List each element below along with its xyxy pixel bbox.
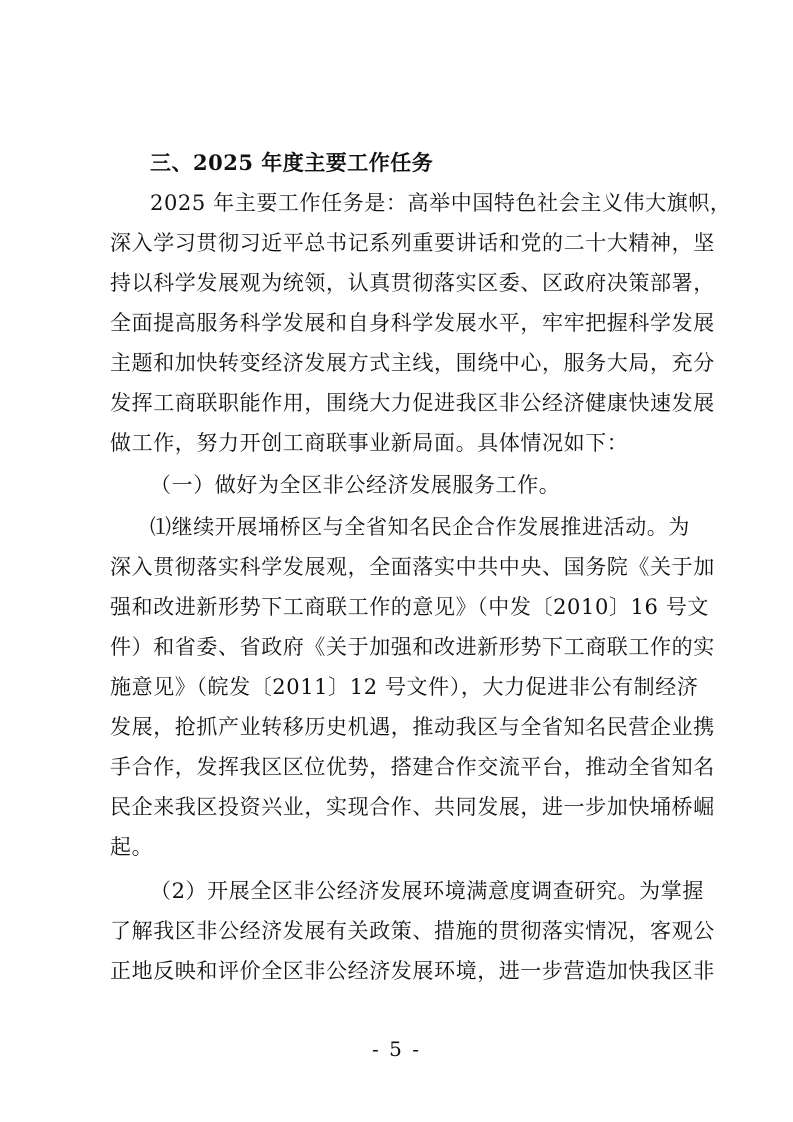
paragraph-line: 2025 年主要工作任务是：高举中国特色社会主义伟大旗帜， (150, 191, 732, 215)
paragraph-line: 发展，抢抓产业转移历史机遇，推动我区与全省知名民营企业携 (110, 715, 715, 739)
paragraph-line: 发挥工商联职能作用，围绕大力促进我区非公经济健康快速发展 (110, 391, 715, 415)
paragraph-line: 件）和省委、省政府《关于加强和改进新形势下工商联工作的实 (110, 635, 715, 659)
section-heading: 三、2025 年度主要工作任务 (150, 150, 434, 175)
paragraph-line: 民企来我区投资兴业，实现合作、共同发展，进一步加快埇桥崛 (110, 795, 715, 819)
paragraph-line: 了解我区非公经济发展有关政策、措施的贯彻落实情况，客观公 (110, 919, 715, 943)
paragraph-line: 主题和加快转变经济发展方式主线，围绕中心，服务大局，充分 (110, 351, 715, 375)
paragraph-line: 做工作，努力开创工商联事业新局面。具体情况如下： (110, 431, 629, 455)
paragraph-line: 正地反映和评价全区非公经济发展环境，进一步营造加快我区非 (110, 959, 715, 983)
page-number: - 5 - (372, 1037, 421, 1061)
paragraph-line: 手合作，发挥我区区位优势，搭建合作交流平台，推动全省知名 (110, 755, 715, 779)
paragraph-line: 深入学习贯彻习近平总书记系列重要讲话和党的二十大精神，坚 (110, 231, 715, 255)
paragraph-line: 施意见》（皖发〔2011〕12 号文件），大力促进非公有制经济 (110, 675, 699, 699)
paragraph-line: 起。 (110, 835, 154, 859)
paragraph-line: 持以科学发展观为统领，认真贯彻落实区委、区政府决策部署， (110, 271, 715, 295)
paragraph-line: 全面提高服务科学发展和自身科学发展水平，牢牢把握科学发展 (110, 311, 715, 335)
paragraph-line: 强和改进新形势下工商联工作的意见》（中发〔2010〕16 号文 (110, 595, 709, 619)
paragraph-line: ⑴继续开展埇桥区与全省知名民企合作发展推进活动。为 (150, 515, 690, 539)
paragraph-line: （2）开展全区非公经济发展环境满意度调查研究。为掌握 (150, 879, 704, 903)
paragraph-line: 深入贯彻落实科学发展观，全面落实中共中央、国务院《关于加 (110, 555, 715, 579)
subsection-heading: （一）做好为全区非公经济发展服务工作。 (150, 473, 561, 497)
